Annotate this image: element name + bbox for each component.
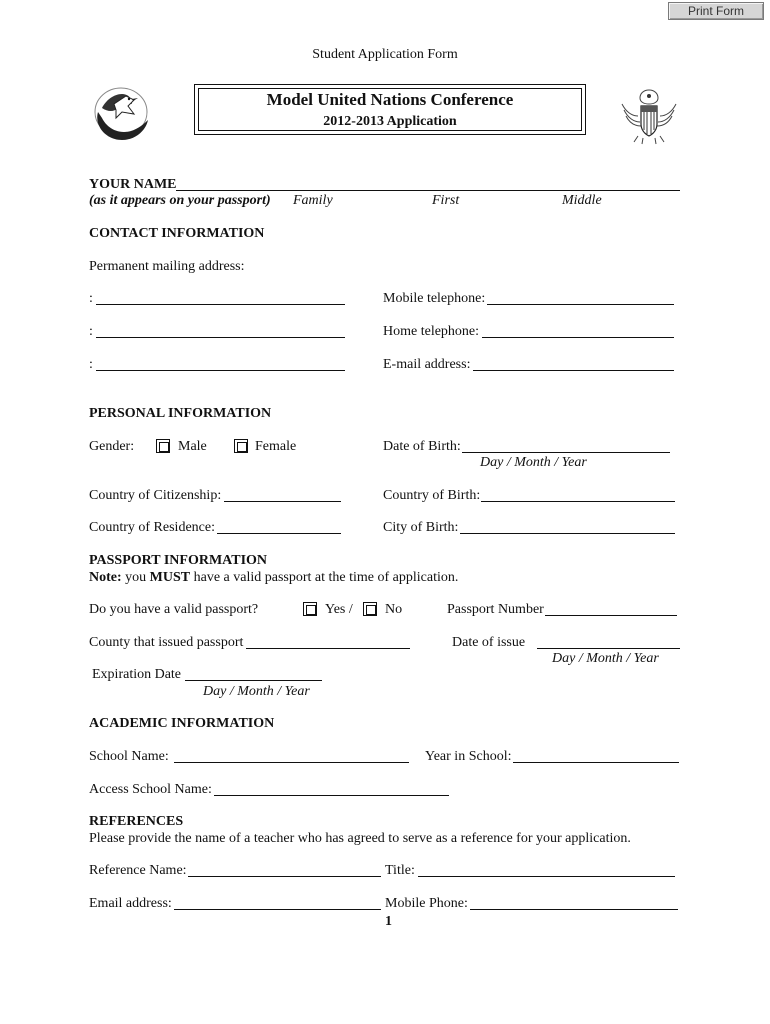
issuing-country-field[interactable]	[246, 648, 410, 649]
email-address-label: E-mail address:	[383, 357, 471, 372]
mobile-telephone-label: Mobile telephone:	[383, 291, 486, 306]
residence-field[interactable]	[217, 533, 341, 534]
country-of-birth-field[interactable]	[481, 501, 675, 502]
print-form-button[interactable]: Print Form	[668, 2, 764, 20]
reference-name-field[interactable]	[188, 876, 381, 877]
citizenship-field[interactable]	[224, 501, 341, 502]
date-of-birth-label: Date of Birth:	[383, 439, 461, 454]
note-text-2: have a valid passport at the time of application.	[190, 570, 459, 585]
home-telephone-field[interactable]	[482, 337, 674, 338]
first-name-caption: First	[432, 193, 460, 208]
note-label: Note:	[89, 570, 122, 585]
note-must: MUST	[149, 570, 191, 585]
passport-no-label: No	[385, 602, 403, 617]
school-name-label: School Name:	[89, 749, 169, 764]
references-heading: REFERENCES	[89, 814, 184, 829]
application-year: 2012-2013 Application	[323, 114, 457, 129]
city-of-birth-label: City of Birth:	[383, 520, 459, 535]
male-checkbox[interactable]	[156, 439, 170, 453]
reference-title-field[interactable]	[418, 876, 675, 877]
reference-mobile-label: Mobile Phone:	[385, 896, 468, 911]
access-school-field[interactable]	[214, 795, 449, 796]
address-line-1-field[interactable]	[96, 304, 345, 305]
citizenship-label: Country of Citizenship:	[89, 488, 222, 503]
mailing-address-label: Permanent mailing address:	[89, 259, 245, 274]
passport-no-checkbox[interactable]	[363, 602, 377, 616]
female-checkbox[interactable]	[234, 439, 248, 453]
school-name-field[interactable]	[174, 762, 409, 763]
reference-email-label: Email address:	[89, 896, 172, 911]
page-number: 1	[385, 914, 392, 929]
year-in-school-field[interactable]	[513, 762, 679, 763]
expiration-date-label: Expiration Date	[92, 667, 182, 682]
expiration-format-caption: Day / Month / Year	[203, 684, 310, 699]
address-line-2-colon: :	[89, 324, 93, 339]
reference-mobile-field[interactable]	[470, 909, 678, 910]
passport-name-note: (as it appears on your passport)	[89, 193, 271, 208]
year-in-school-label: Year in School:	[425, 749, 512, 764]
city-of-birth-field[interactable]	[460, 533, 675, 534]
academic-heading: ACADEMIC INFORMATION	[89, 716, 275, 731]
your-name-field[interactable]	[176, 190, 680, 191]
residence-label: Country of Residence:	[89, 520, 215, 535]
date-of-issue-label: Date of issue	[452, 635, 526, 650]
address-line-3-colon: :	[89, 357, 93, 372]
passport-heading: PASSPORT INFORMATION	[89, 553, 268, 568]
personal-heading: PERSONAL INFORMATION	[89, 406, 272, 421]
valid-passport-question: Do you have a valid passport?	[89, 602, 259, 617]
male-label: Male	[178, 439, 207, 454]
passport-note	[89, 570, 458, 586]
expiration-date-field[interactable]	[185, 680, 322, 681]
mobile-telephone-field[interactable]	[487, 304, 674, 305]
gender-label: Gender:	[89, 439, 135, 454]
country-of-birth-label: Country of Birth:	[383, 488, 481, 503]
address-line-1-colon: :	[89, 291, 93, 306]
passport-number-field[interactable]	[545, 615, 677, 616]
reference-name-label: Reference Name:	[89, 863, 187, 878]
form-title: Student Application Form	[312, 47, 458, 62]
conference-title: Model United Nations Conference	[266, 90, 514, 109]
references-instructions: Please provide the name of a teacher who has agreed to serve as a reference for your application.	[89, 831, 631, 846]
passport-yes-checkbox[interactable]	[303, 602, 317, 616]
date-of-issue-field[interactable]	[537, 648, 680, 649]
date-of-birth-field[interactable]	[462, 452, 670, 453]
family-name-caption: Family	[293, 193, 333, 208]
home-telephone-label: Home telephone:	[383, 324, 480, 339]
issue-date-format-caption: Day / Month / Year	[552, 651, 659, 666]
issuing-country-label: County that issued passport	[89, 635, 244, 650]
email-address-field[interactable]	[473, 370, 674, 371]
female-label: Female	[255, 439, 297, 454]
your-name-label: YOUR NAME	[89, 177, 177, 192]
passport-number-label: Passport Number	[447, 602, 544, 617]
note-text-1: you	[121, 570, 150, 585]
contact-heading: CONTACT INFORMATION	[89, 226, 265, 241]
dove-hand-logo	[88, 82, 154, 146]
access-school-label: Access School Name:	[89, 782, 212, 797]
eagle-seal-icon	[616, 82, 682, 148]
reference-title-label: Title:	[385, 863, 415, 878]
dob-format-caption: Day / Month / Year	[480, 455, 587, 470]
middle-name-caption: Middle	[562, 193, 602, 208]
reference-email-field[interactable]	[174, 909, 381, 910]
address-line-3-field[interactable]	[96, 370, 345, 371]
passport-yes-label: Yes /	[325, 602, 353, 617]
address-line-2-field[interactable]	[96, 337, 345, 338]
